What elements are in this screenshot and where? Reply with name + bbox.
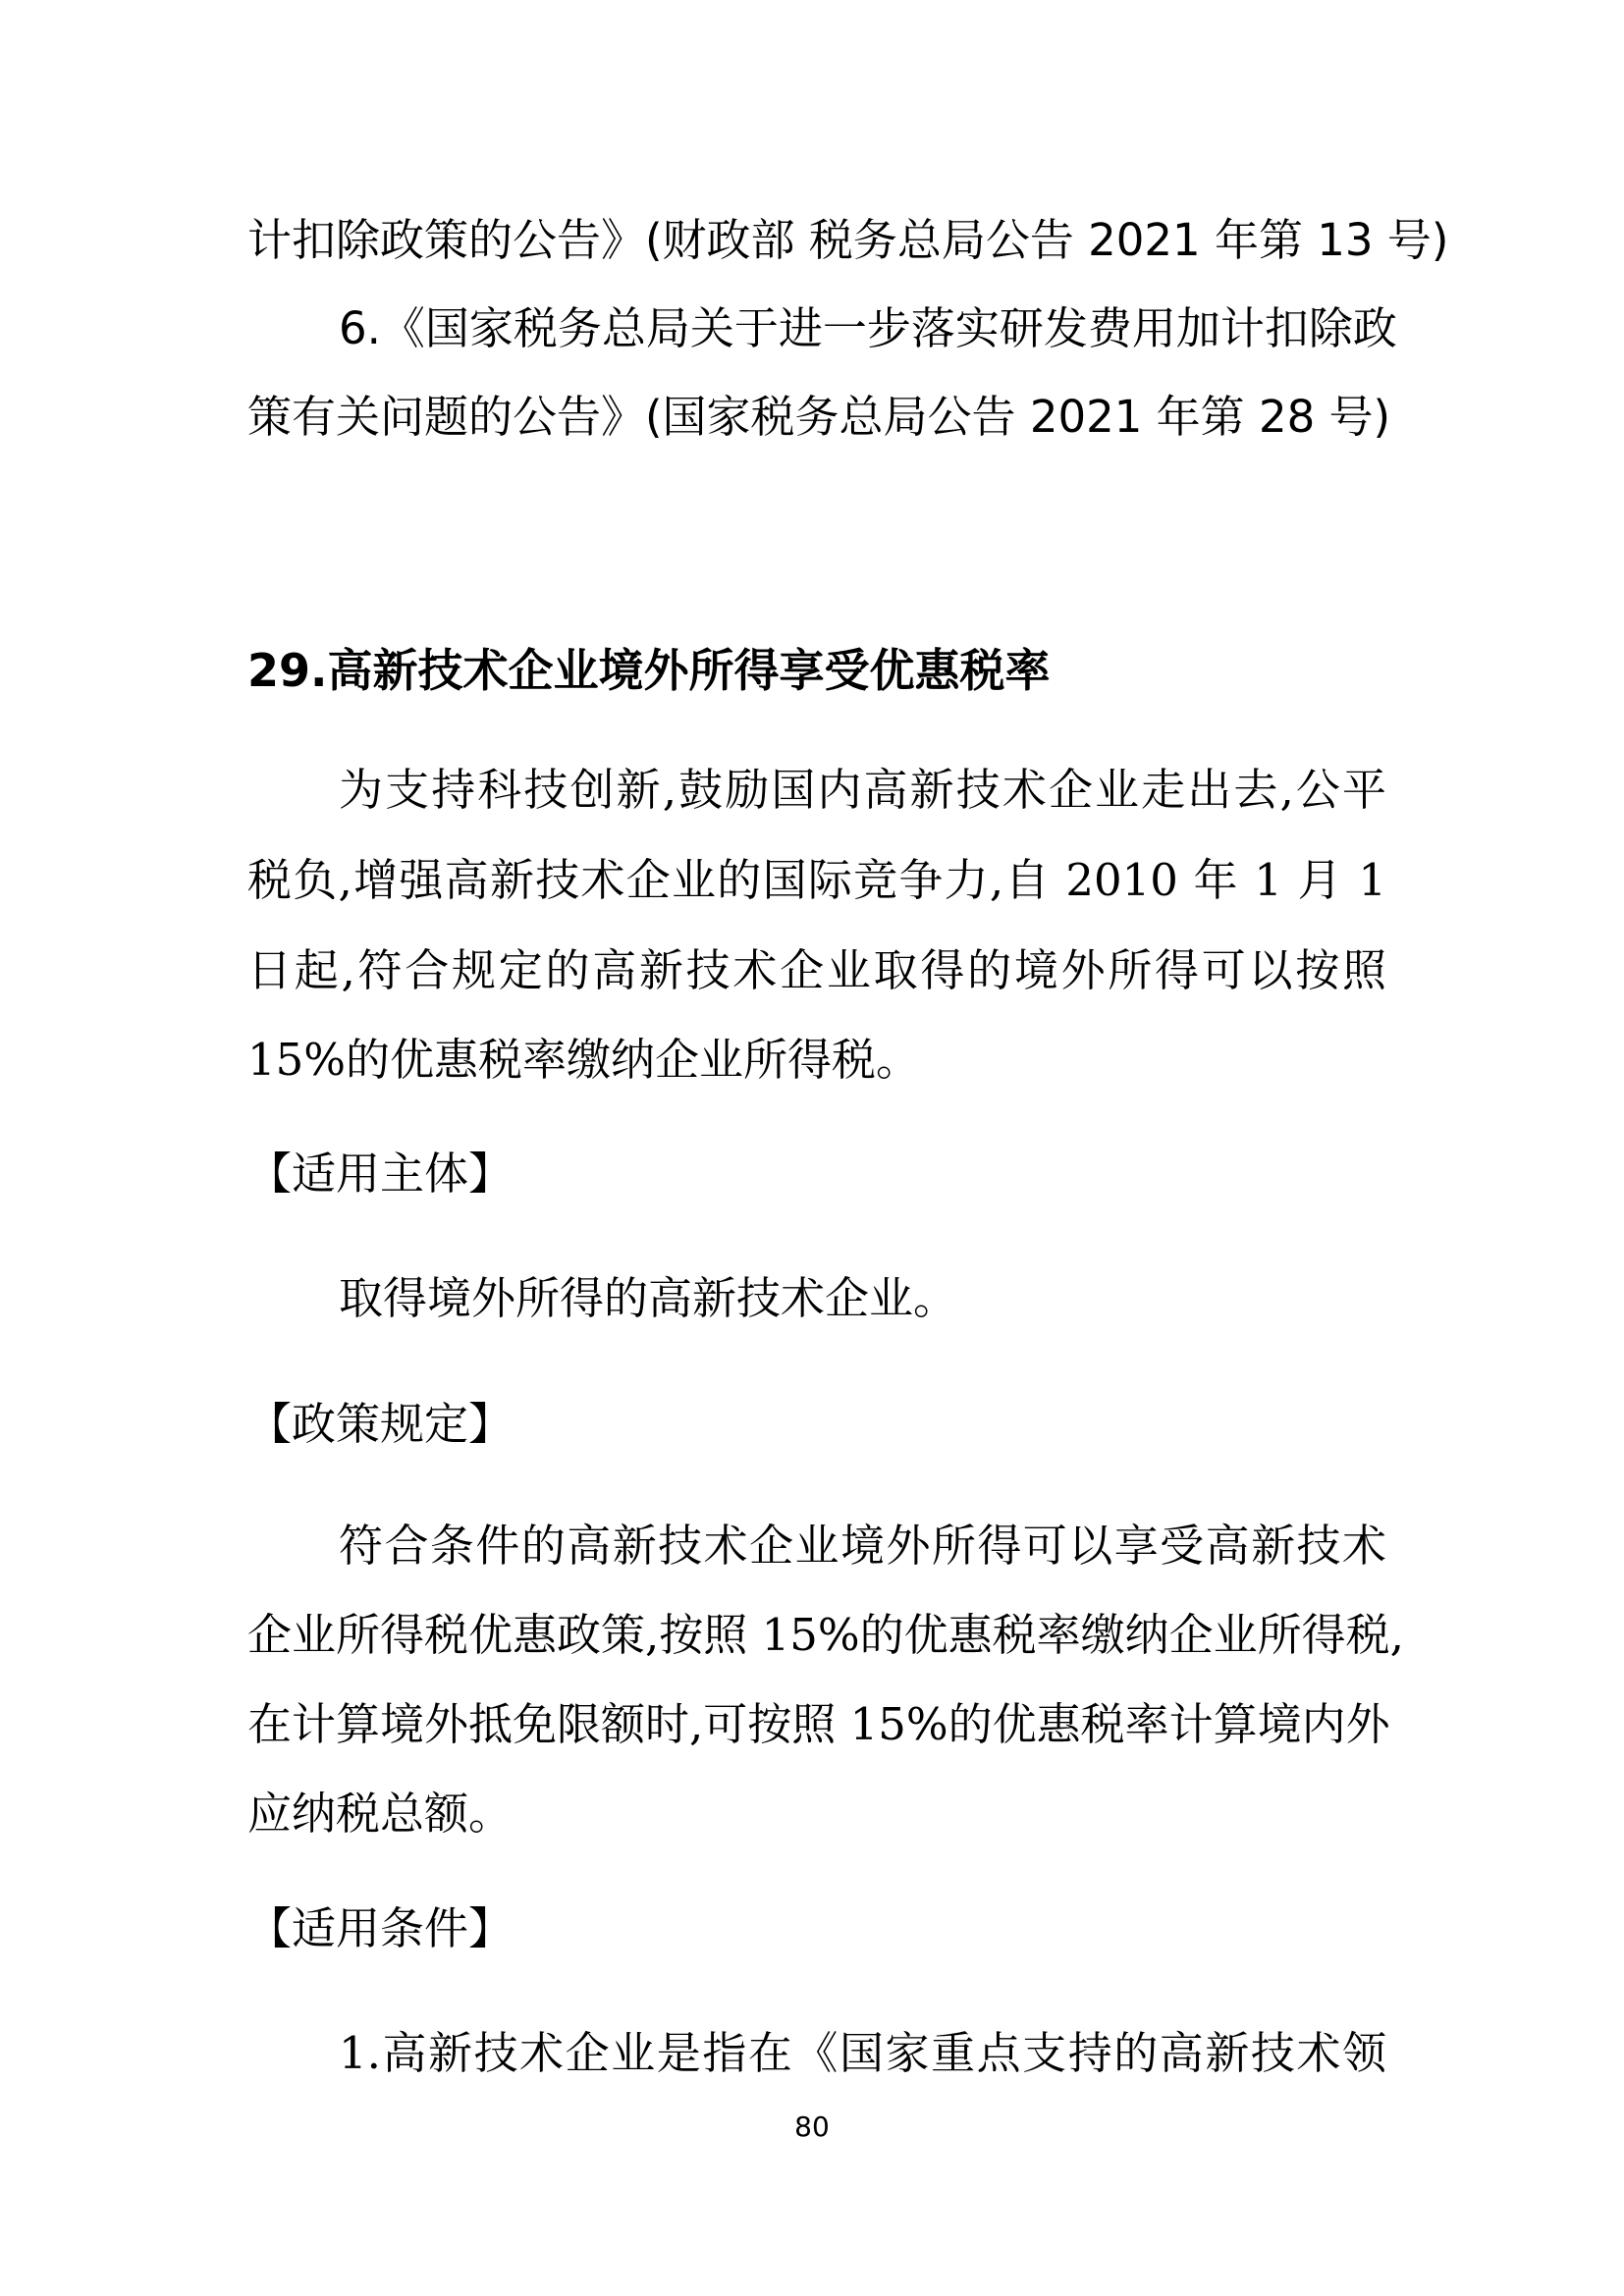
section-heading: 29.高新技术企业境外所得享受优惠税率 (247, 644, 1051, 697)
paragraph-line: 为支持科技创新,鼓励国内高新技术企业走出去,公平 (339, 764, 1386, 816)
section-label-subject: 【适用主体】 (247, 1148, 514, 1200)
paragraph-line: 在计算境外抵免限额时,可按照 15%的优惠税率计算境内外 (247, 1698, 1390, 1750)
section-label-conditions: 【适用条件】 (247, 1902, 514, 1954)
paragraph-line: 符合条件的高新技术企业境外所得可以享受高新技术 (339, 1520, 1386, 1572)
reference-line: 策有关问题的公告》(国家税务总局公告 2021 年第 28 号) (247, 391, 1391, 443)
reference-line: 计扣除政策的公告》(财政部 税务总局公告 2021 年第 13 号) (247, 214, 1449, 266)
paragraph-line: 日起,符合规定的高新技术企业取得的境外所得可以按照 (247, 944, 1386, 996)
paragraph-line: 应纳税总额。 (247, 1788, 514, 1840)
paragraph-line: 税负,增强高新技术企业的国际竞争力,自 2010 年 1 月 1 (247, 854, 1386, 906)
section-label-policy: 【政策规定】 (247, 1398, 514, 1450)
page-number: 80 (794, 2110, 830, 2143)
paragraph-line: 1.高新技术企业是指在《国家重点支持的高新技术领 (339, 2027, 1386, 2079)
paragraph-line: 企业所得税优惠政策,按照 15%的优惠税率缴纳企业所得税, (247, 1609, 1404, 1661)
paragraph-line: 取得境外所得的高新技术企业。 (339, 1272, 958, 1324)
reference-line: 6.《国家税务总局关于进一步落实研发费用加计扣除政 (339, 302, 1397, 354)
paragraph-line: 15%的优惠税率缴纳企业所得税。 (247, 1034, 921, 1086)
